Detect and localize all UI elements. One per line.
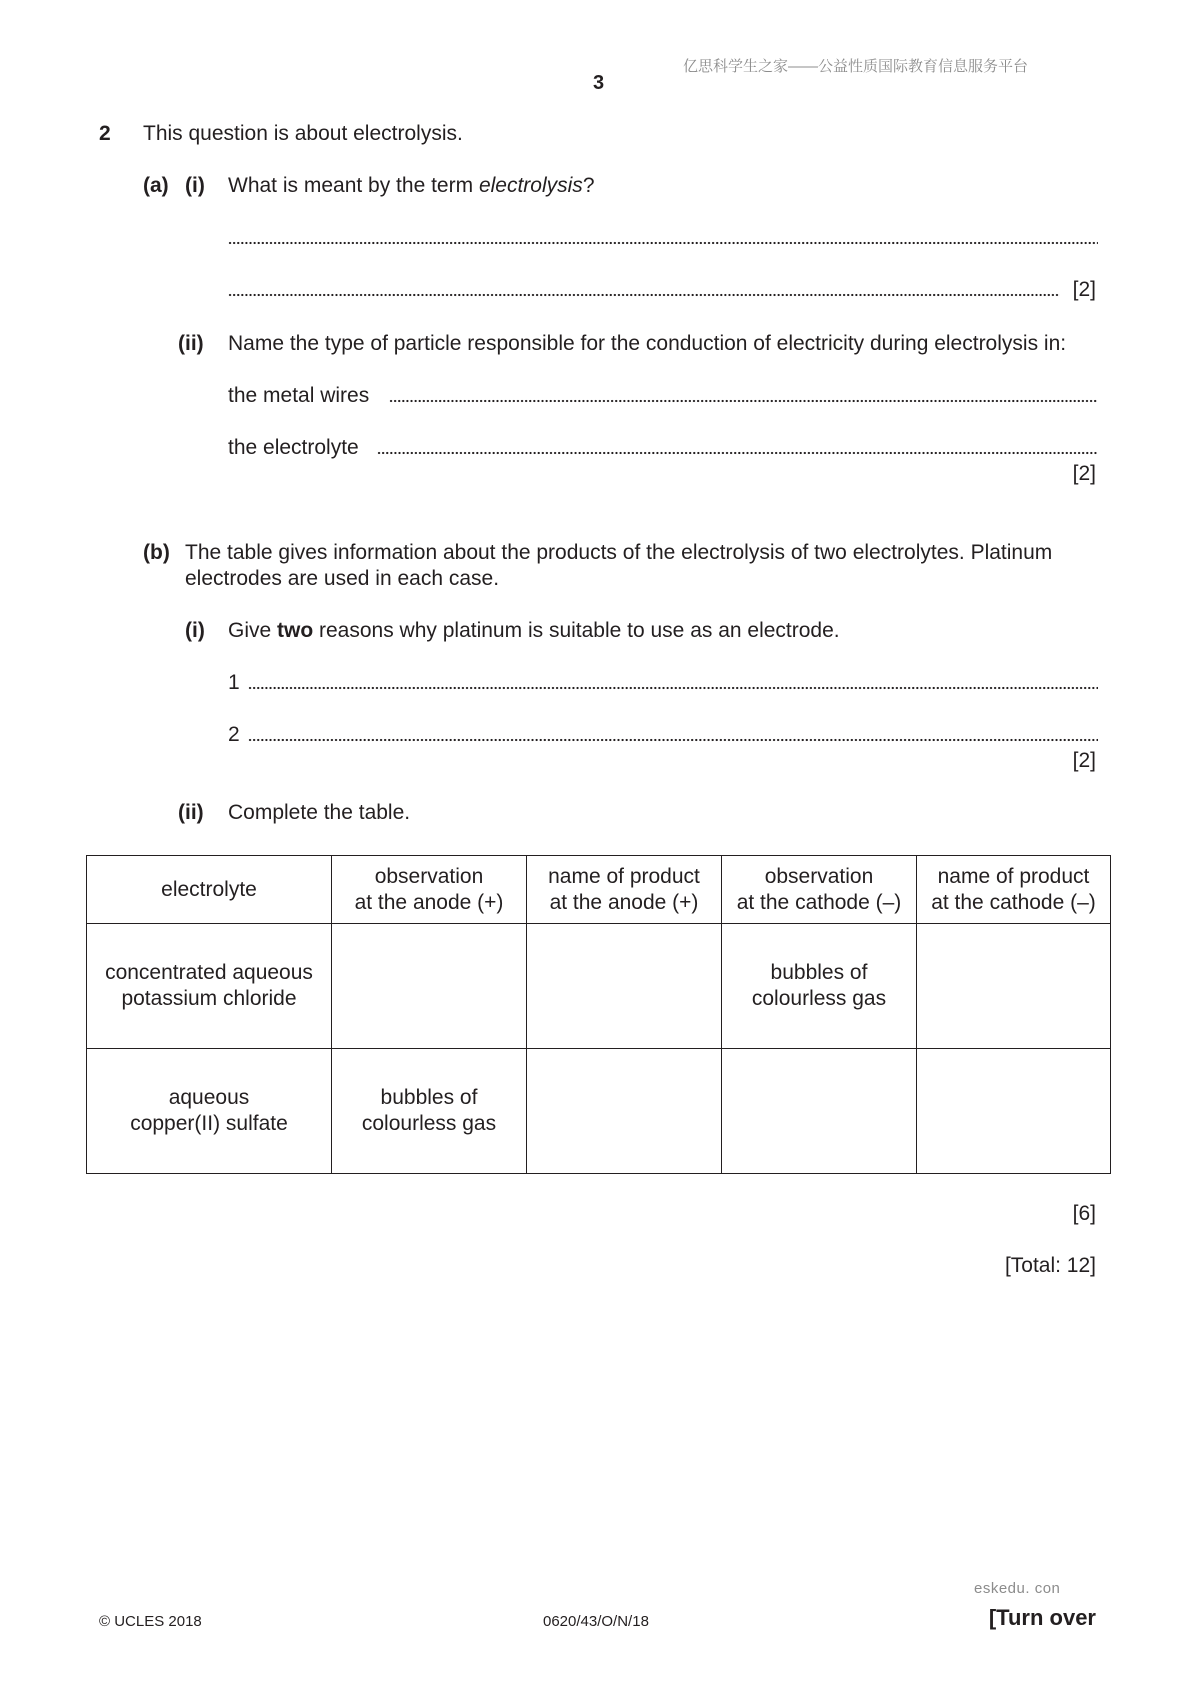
answer-line-a-i-2[interactable] — [228, 293, 1060, 297]
header-observation-cathode: observation at the cathode (–) — [722, 856, 917, 924]
part-a-i-text-after: ? — [582, 174, 595, 197]
part-b-ii-text: Complete the table. — [228, 801, 411, 824]
electrolyte-label: the electrolyte — [228, 436, 359, 459]
part-b-i-text-before: Give — [228, 619, 278, 642]
reason-2-number: 2 — [228, 723, 240, 746]
part-b-text-line2: electrodes are used in each case. — [185, 567, 500, 590]
part-a-i-text-before: What is meant by the term — [228, 174, 479, 197]
marks-b-i: [2] — [1072, 749, 1096, 772]
part-a-ii-text: Name the type of particle responsible for the conduction of electricity during electrolysis in: — [228, 332, 1067, 355]
watermark-text: 亿思科学生之家——公益性质国际教育信息服务平台 — [683, 58, 1029, 75]
reason-1-number: 1 — [228, 671, 240, 694]
part-a-i-question — [228, 174, 595, 198]
cell-cuso4-product-anode[interactable] — [527, 1049, 722, 1174]
question-number: 2 — [99, 122, 111, 145]
marks-a-i: [2] — [1072, 278, 1096, 301]
cell-kcl-observation-anode[interactable] — [332, 924, 527, 1049]
cell-kcl-product-cathode[interactable] — [917, 924, 1111, 1049]
copyright: © UCLES 2018 — [99, 1613, 202, 1630]
total-marks: [Total: 12] — [1004, 1254, 1096, 1277]
part-b-ii-label: (ii) — [178, 801, 204, 824]
answer-line-reason-2[interactable] — [248, 738, 1098, 742]
header-product-anode: name of product at the anode (+) — [527, 856, 722, 924]
marks-table: [6] — [1072, 1202, 1096, 1225]
header-electrolyte: electrolyte — [87, 856, 332, 924]
answer-line-metal-wires[interactable] — [389, 399, 1098, 403]
paper-code: 0620/43/O/N/18 — [543, 1613, 649, 1630]
part-b-label: (b) — [143, 541, 170, 564]
cell-cuso4-product-cathode[interactable] — [917, 1049, 1111, 1174]
part-a-i-label: (i) — [185, 174, 205, 197]
table-row — [87, 924, 1111, 1049]
table-row — [87, 1049, 1111, 1174]
part-a-label: (a) — [143, 174, 169, 197]
electrolysis-table — [86, 855, 1111, 1174]
answer-line-electrolyte[interactable] — [377, 451, 1098, 455]
cell-electrolyte-cuso4: aqueous copper(II) sulfate — [87, 1049, 332, 1174]
part-b-i-bold-word: two — [277, 619, 314, 642]
header-observation-anode: observation at the anode (+) — [332, 856, 527, 924]
cell-electrolyte-kcl: concentrated aqueous potassium chloride — [87, 924, 332, 1049]
question-intro: This question is about electrolysis. — [143, 122, 463, 145]
answer-line-a-i-1[interactable] — [228, 241, 1098, 245]
part-a-i-term: electrolysis — [478, 174, 583, 197]
part-b-i-question — [228, 619, 840, 643]
cell-cuso4-observation-anode: bubbles of colourless gas — [332, 1049, 527, 1174]
cell-kcl-product-anode[interactable] — [527, 924, 722, 1049]
turn-over: [Turn over — [988, 1605, 1096, 1630]
part-a-ii-label: (ii) — [178, 332, 204, 355]
answer-line-reason-1[interactable] — [248, 686, 1098, 690]
part-b-text-line1: The table gives information about the products of the electrolysis of two electrolytes. Platinum — [185, 541, 1053, 564]
cell-cuso4-observation-cathode[interactable] — [722, 1049, 917, 1174]
table-header-row — [87, 856, 1111, 924]
site-watermark: eskedu. con — [974, 1580, 1061, 1597]
part-b-i-text-after: reasons why platinum is suitable to use as an electrode. — [313, 619, 840, 642]
header-product-cathode: name of product at the cathode (–) — [917, 856, 1111, 924]
page-number: 3 — [593, 72, 605, 94]
metal-wires-label: the metal wires — [228, 384, 370, 407]
marks-a-ii: [2] — [1072, 462, 1096, 485]
part-b-i-label: (i) — [185, 619, 205, 642]
cell-kcl-observation-cathode: bubbles of colourless gas — [722, 924, 917, 1049]
